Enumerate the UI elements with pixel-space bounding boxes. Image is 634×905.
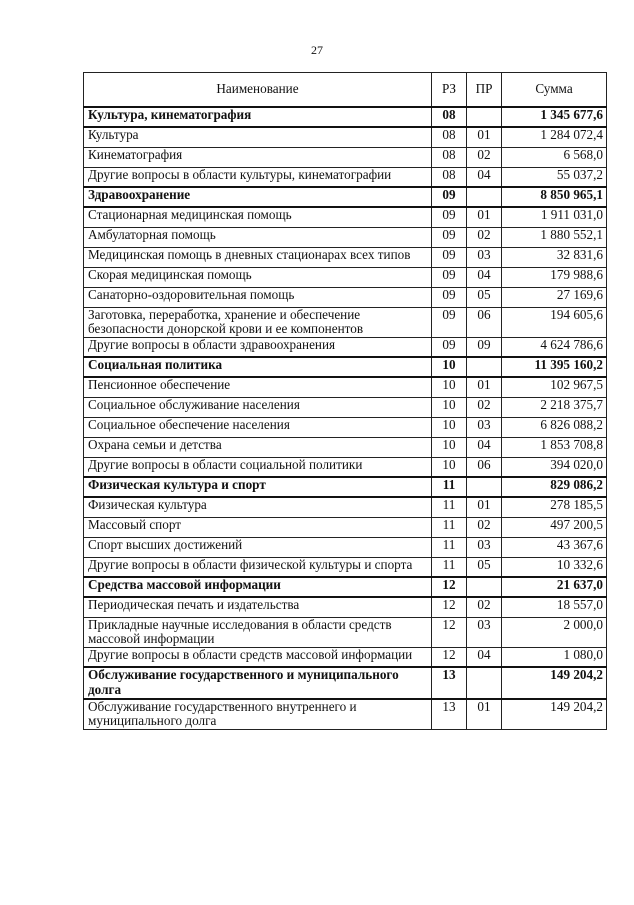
row-name: Обслуживание государственного и муниципального долга xyxy=(84,667,432,698)
row-sum: 10 332,6 xyxy=(502,557,607,577)
row-pr: 03 xyxy=(467,247,502,267)
section-row xyxy=(84,187,607,207)
row-pr: 04 xyxy=(467,647,502,667)
table-header-row xyxy=(84,73,607,108)
row-name: Санаторно-оздоровительная помощь xyxy=(84,287,432,307)
row-rz: 08 xyxy=(432,107,467,127)
row-pr: 03 xyxy=(467,537,502,557)
row-rz: 11 xyxy=(432,557,467,577)
row-name: Другие вопросы в области физической культуры и спорта xyxy=(84,557,432,577)
row-pr: 09 xyxy=(467,337,502,357)
row-rz: 09 xyxy=(432,227,467,247)
row-sum: 6 568,0 xyxy=(502,147,607,167)
row-pr: 05 xyxy=(467,287,502,307)
table-row xyxy=(84,127,607,147)
row-sum: 149 204,2 xyxy=(502,667,607,698)
row-pr: 01 xyxy=(467,497,502,517)
row-pr xyxy=(467,357,502,377)
row-pr: 01 xyxy=(467,207,502,227)
row-sum: 11 395 160,2 xyxy=(502,357,607,377)
row-name: Стационарная медицинская помощь xyxy=(84,207,432,227)
row-pr: 02 xyxy=(467,397,502,417)
row-name: Охрана семьи и детства xyxy=(84,437,432,457)
section-row xyxy=(84,577,607,597)
row-name: Здравоохранение xyxy=(84,187,432,207)
table-body xyxy=(84,107,607,729)
row-rz: 11 xyxy=(432,517,467,537)
row-rz: 12 xyxy=(432,647,467,667)
table-row xyxy=(84,147,607,167)
table-row xyxy=(84,207,607,227)
row-pr: 03 xyxy=(467,617,502,647)
row-sum: 2 218 375,7 xyxy=(502,397,607,417)
row-name: Социальная политика xyxy=(84,357,432,377)
row-sum: 179 988,6 xyxy=(502,267,607,287)
row-name: Массовый спорт xyxy=(84,517,432,537)
table-row xyxy=(84,267,607,287)
table-row xyxy=(84,457,607,477)
table-row xyxy=(84,557,607,577)
row-name: Культура xyxy=(84,127,432,147)
row-sum: 149 204,2 xyxy=(502,699,607,730)
row-sum: 32 831,6 xyxy=(502,247,607,267)
header-rz: РЗ xyxy=(432,73,467,108)
row-sum: 194 605,6 xyxy=(502,307,607,337)
row-pr: 03 xyxy=(467,417,502,437)
row-pr xyxy=(467,187,502,207)
row-name: Физическая культура xyxy=(84,497,432,517)
row-name: Культура, кинематография xyxy=(84,107,432,127)
row-name: Другие вопросы в области культуры, кинематографии xyxy=(84,167,432,187)
table-row xyxy=(84,247,607,267)
row-name: Скорая медицинская помощь xyxy=(84,267,432,287)
section-row xyxy=(84,107,607,127)
row-rz: 09 xyxy=(432,187,467,207)
row-pr xyxy=(467,577,502,597)
row-rz: 09 xyxy=(432,337,467,357)
row-sum: 55 037,2 xyxy=(502,167,607,187)
table-row xyxy=(84,699,607,730)
row-rz: 12 xyxy=(432,617,467,647)
row-sum: 1 880 552,1 xyxy=(502,227,607,247)
row-rz: 08 xyxy=(432,167,467,187)
row-name: Спорт высших достижений xyxy=(84,537,432,557)
page-number: 27 xyxy=(311,43,323,57)
row-rz: 09 xyxy=(432,207,467,227)
row-rz: 12 xyxy=(432,597,467,617)
header-sum: Сумма xyxy=(502,73,607,108)
row-sum: 1 345 677,6 xyxy=(502,107,607,127)
row-pr: 04 xyxy=(467,437,502,457)
row-sum: 1 911 031,0 xyxy=(502,207,607,227)
row-rz: 11 xyxy=(432,537,467,557)
row-rz: 09 xyxy=(432,287,467,307)
row-pr: 01 xyxy=(467,377,502,397)
row-name: Обслуживание государственного внутреннего и муниципального долга xyxy=(84,699,432,730)
row-sum: 27 169,6 xyxy=(502,287,607,307)
table-row xyxy=(84,597,607,617)
row-rz: 10 xyxy=(432,357,467,377)
row-rz: 08 xyxy=(432,147,467,167)
row-rz: 09 xyxy=(432,307,467,337)
row-name: Медицинская помощь в дневных стационарах всех типов xyxy=(84,247,432,267)
row-rz: 13 xyxy=(432,699,467,730)
row-name: Другие вопросы в области здравоохранения xyxy=(84,337,432,357)
header-pr: ПР xyxy=(467,73,502,108)
row-sum: 21 637,0 xyxy=(502,577,607,597)
row-name: Социальное обслуживание населения xyxy=(84,397,432,417)
row-pr xyxy=(467,667,502,698)
row-rz: 10 xyxy=(432,437,467,457)
row-sum: 829 086,2 xyxy=(502,477,607,497)
row-rz: 10 xyxy=(432,457,467,477)
row-rz: 08 xyxy=(432,127,467,147)
row-name: Прикладные научные исследования в области средств массовой информации xyxy=(84,617,432,647)
row-name: Социальное обеспечение населения xyxy=(84,417,432,437)
row-name: Амбулаторная помощь xyxy=(84,227,432,247)
row-sum: 43 367,6 xyxy=(502,537,607,557)
row-rz: 10 xyxy=(432,397,467,417)
row-pr: 02 xyxy=(467,227,502,247)
row-sum: 497 200,5 xyxy=(502,517,607,537)
table-row xyxy=(84,307,607,337)
row-sum: 1 284 072,4 xyxy=(502,127,607,147)
row-sum: 394 020,0 xyxy=(502,457,607,477)
row-rz: 09 xyxy=(432,267,467,287)
row-name: Физическая культура и спорт xyxy=(84,477,432,497)
row-rz: 09 xyxy=(432,247,467,267)
row-rz: 11 xyxy=(432,497,467,517)
table-row xyxy=(84,537,607,557)
table-row xyxy=(84,337,607,357)
table-row xyxy=(84,417,607,437)
row-name: Периодическая печать и издательства xyxy=(84,597,432,617)
table-row xyxy=(84,647,607,667)
row-pr: 04 xyxy=(467,167,502,187)
table-row xyxy=(84,617,607,647)
row-name: Заготовка, переработка, хранение и обеспечение безопасности донорской крови и ее компонентов xyxy=(84,307,432,337)
table-row xyxy=(84,167,607,187)
row-pr: 02 xyxy=(467,147,502,167)
section-row xyxy=(84,667,607,698)
row-pr xyxy=(467,477,502,497)
row-sum: 8 850 965,1 xyxy=(502,187,607,207)
row-sum: 18 557,0 xyxy=(502,597,607,617)
row-pr: 02 xyxy=(467,597,502,617)
row-name: Средства массовой информации xyxy=(84,577,432,597)
table-row xyxy=(84,437,607,457)
table-row xyxy=(84,227,607,247)
table-row xyxy=(84,397,607,417)
row-sum: 2 000,0 xyxy=(502,617,607,647)
budget-table xyxy=(83,72,607,730)
header-name: Наименование xyxy=(84,73,432,108)
row-pr: 04 xyxy=(467,267,502,287)
table-row xyxy=(84,287,607,307)
row-rz: 13 xyxy=(432,667,467,698)
row-sum: 4 624 786,6 xyxy=(502,337,607,357)
row-pr: 01 xyxy=(467,699,502,730)
row-pr: 01 xyxy=(467,127,502,147)
section-row xyxy=(84,477,607,497)
row-name: Кинематография xyxy=(84,147,432,167)
row-name: Другие вопросы в области социальной политики xyxy=(84,457,432,477)
row-rz: 10 xyxy=(432,417,467,437)
row-sum: 1 853 708,8 xyxy=(502,437,607,457)
row-pr: 02 xyxy=(467,517,502,537)
table-row xyxy=(84,497,607,517)
row-rz: 12 xyxy=(432,577,467,597)
row-name: Другие вопросы в области средств массовой информации xyxy=(84,647,432,667)
row-rz: 11 xyxy=(432,477,467,497)
row-sum: 278 185,5 xyxy=(502,497,607,517)
row-name: Пенсионное обеспечение xyxy=(84,377,432,397)
row-pr xyxy=(467,107,502,127)
section-row xyxy=(84,357,607,377)
row-rz: 10 xyxy=(432,377,467,397)
row-sum: 102 967,5 xyxy=(502,377,607,397)
row-pr: 06 xyxy=(467,457,502,477)
row-pr: 06 xyxy=(467,307,502,337)
row-pr: 05 xyxy=(467,557,502,577)
row-sum: 1 080,0 xyxy=(502,647,607,667)
table-row xyxy=(84,517,607,537)
table-row xyxy=(84,377,607,397)
row-sum: 6 826 088,2 xyxy=(502,417,607,437)
